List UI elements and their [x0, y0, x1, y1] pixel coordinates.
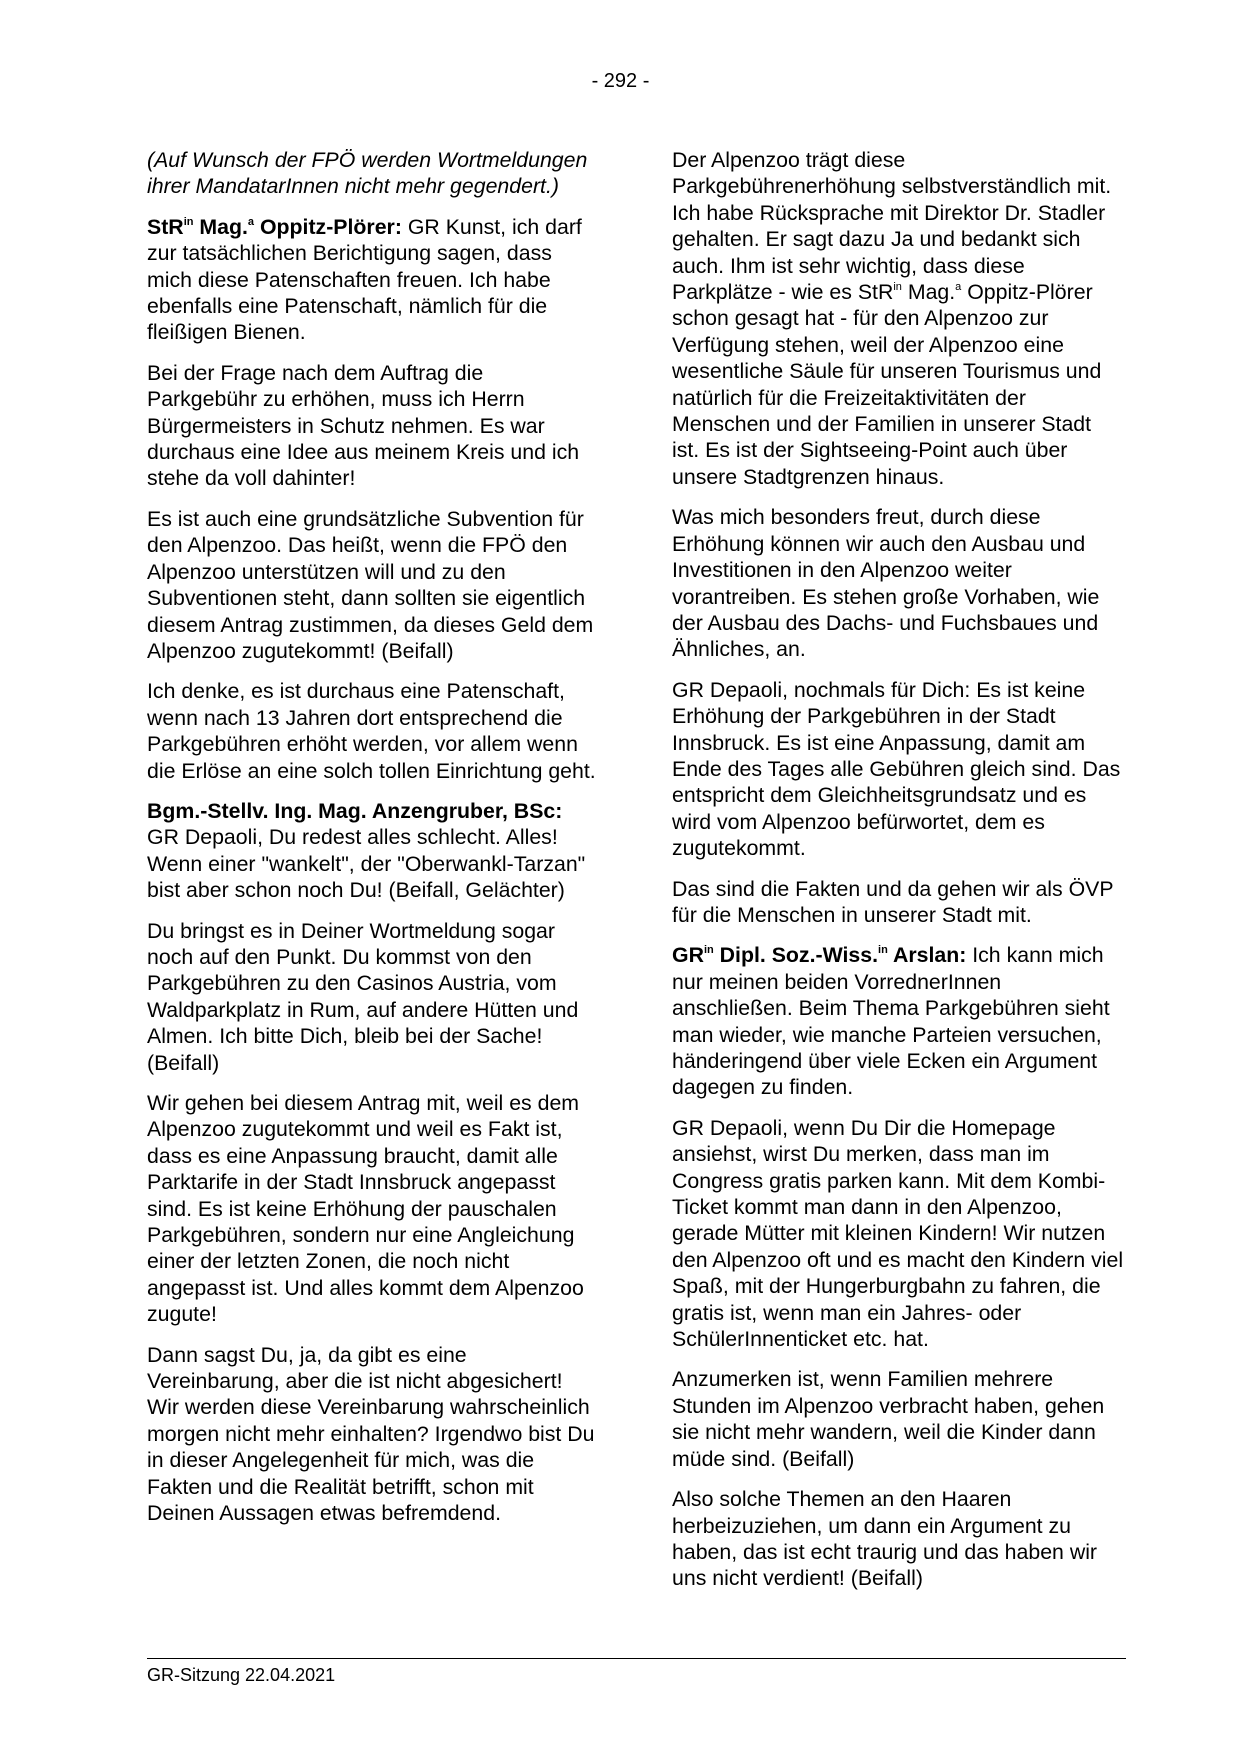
speech-anzengruber	[147, 798, 599, 904]
paragraph: Du bringst es in Deiner Wortmeldung sogar noch auf den Punkt. Du kommst von den Parkgebühren zu den Casinos Austria, vom Waldparkplatz in Rum, auf andere Hütten und Almen. Ich bitte Dich, bleib bei der Sache! (Beifall)	[147, 918, 579, 1075]
paragraph: Ich denke, es ist durchaus eine Patenschaft, wenn nach 13 Jahren dort entsprechend die Parkgebühren erhöht werden, vor allem wenn die Erlöse an eine solch tollen Einrichtung geht.	[147, 679, 596, 783]
speaker-name: $GR^{in}$ Dipl. Soz.-Wiss.$^{in}$ Arslan:	[672, 943, 967, 968]
paragraph: GR Depaoli, nochmals für Dich: Es ist keine Erhöhung der Parkgebühren in der Stadt Innsbruck. Es ist eine Anpassung, damit am Ende des Tages alle Gebühren gleich sind. Das entspricht dem Gleichheitsgrundsatz und es wird vom Alpenzoo befürwortet, dem es zugutekommt.	[672, 677, 1121, 861]
paragraph: Das sind die Fakten und da gehen wir als ÖVP für die Menschen in unserer Stadt mit.	[672, 876, 1114, 927]
paragraph: Der Alpenzoo trägt diese Parkgebührenerhöhung selbstverständlich mit. Ich habe Rücksprache mit Direktor Dr. Stadler gehalten. Er sagt dazu Ja und bedankt sich auch. Ihm ist sehr wichtig, dass diese Parkplätze - wie es StR$^{in}$ Mag.$^a$ Oppitz-Plörer schon gesagt hat - für den Alpenzoo zur Verfügung stehen, weil der Alpenzoo eine wesentliche Säule für unseren Tourismus und natürlich für die Freizeitaktivitäten der Menschen und der Familien in unserer Stadt ist. Es ist der Sightseeing-Point auch über unsere Stadtgrenzen hinaus.	[672, 148, 1112, 489]
paragraph: Wir gehen bei diesem Antrag mit, weil es dem Alpenzoo zugutekommt und weil es Fakt ist, dass es eine Anpassung braucht, damit alle Parktarife in der Stadt Innsbruck angepasst sind. Es ist keine Erhöhung der pauschalen Parkgebühren, sondern nur eine Angleichung einer der letzten Zonen, die noch nicht angepasst ist. Und alles kommt dem Alpenzoo zugute!	[147, 1091, 584, 1327]
paragraph: Was mich besonders freut, durch diese Erhöhung können wir auch den Ausbau und Investitionen in den Alpenzoo weiter vorantreiben. Es stehen große Vorhaben, wie der Ausbau des Dachs- und Fuchsbaues und Ähnliches, an.	[672, 505, 1100, 662]
footer-divider	[147, 1658, 1126, 1659]
paragraph: Also solche Themen an den Haaren herbeizuziehen, um dann ein Argument zu haben, das ist echt traurig und das haben wir uns nicht verdient! (Beifall)	[672, 1487, 1098, 1591]
paragraph: Anzumerken ist, wenn Familien mehrere Stunden im Alpenzoo verbracht haben, gehen sie nicht mehr wandern, weil die Kinder dann müde sind. (Beifall)	[672, 1367, 1105, 1471]
speech-text: Ich kann mich nur meinen beiden VorrednerInnen anschließen. Beim Thema Parkgebühren sieht man wieder, wie manche Parteien versuchen, händeringend über viele Ecken ein Argument dagegen zu finden.	[672, 943, 1110, 1100]
editorial-note: (Auf Wunsch der FPÖ werden Wortmeldungen ihrer MandatarInnen nicht mehr gegendert.)	[147, 148, 588, 199]
speech-arslan	[672, 942, 1124, 1100]
right-column	[672, 147, 1124, 1606]
speech-text: GR Kunst, ich darf zur tatsächlichen Berichtigung sagen, dass mich diese Patenschaften freuen. Ich habe ebenfalls eine Patenschaft, nämlich für die fleißigen Bienen.	[147, 214, 582, 345]
speaker-name: StR$^{in}$ Mag.$^a$ Oppitz-Plörer:	[147, 214, 402, 239]
speaker-name: Bgm.-Stellv. Ing. Mag. Anzengruber, BSc:	[147, 798, 563, 823]
paragraph: Dann sagst Du, ja, da gibt es eine Vereinbarung, aber die ist nicht abgesichert! Wir werden diese Vereinbarung wahrscheinlich morgen nicht mehr einhalten? Irgendwo bist Du in dieser Angelegenheit für mich, was die Fakten und die Realität betrifft, schon mit Deinen Aussagen etwas befremdend.	[147, 1342, 595, 1526]
paragraph: Bei der Frage nach dem Auftrag die Parkgebühr zu erhöhen, muss ich Herrn Bürgermeisters in Schutz nehmen. Es war durchaus eine Idee aus meinem Kreis und ich stehe da voll dahinter!	[147, 360, 580, 491]
paragraph: Es ist auch eine grundsätzliche Subvention für den Alpenzoo. Das heißt, wenn die FPÖ den Alpenzoo unterstützen will und zu den Subventionen steht, dann sollten sie eigentlich diesem Antrag zustimmen, da dieses Geld dem Alpenzoo zugutekommt! (Beifall)	[147, 506, 594, 663]
speech-oppitz-ploerer	[147, 214, 599, 346]
footer-session-date: GR-Sitzung 22.04.2021	[147, 1665, 336, 1685]
left-column	[147, 147, 599, 1541]
speech-text: GR Depaoli, Du redest alles schlecht. Alles! Wenn einer "wankelt", der "Oberwankl-Tarzan" bist aber schon noch Du! (Beifall, Gelächter)	[147, 825, 586, 903]
page-number: - 292 -	[591, 70, 650, 92]
paragraph: GR Depaoli, wenn Du Dir die Homepage ansiehst, wirst Du merken, dass man im Congress gratis parken kann. Mit dem Kombi-Ticket kommt man dann in den Alpenzoo, gerade Mütter mit kleinen Kindern! Wir nutzen den Alpenzoo oft und es macht den Kindern viel Spaß, mit der Hungerburgbahn zu fahren, die gratis ist, wenn man ein Jahres- oder SchülerInnenticket etc. hat.	[672, 1115, 1124, 1352]
